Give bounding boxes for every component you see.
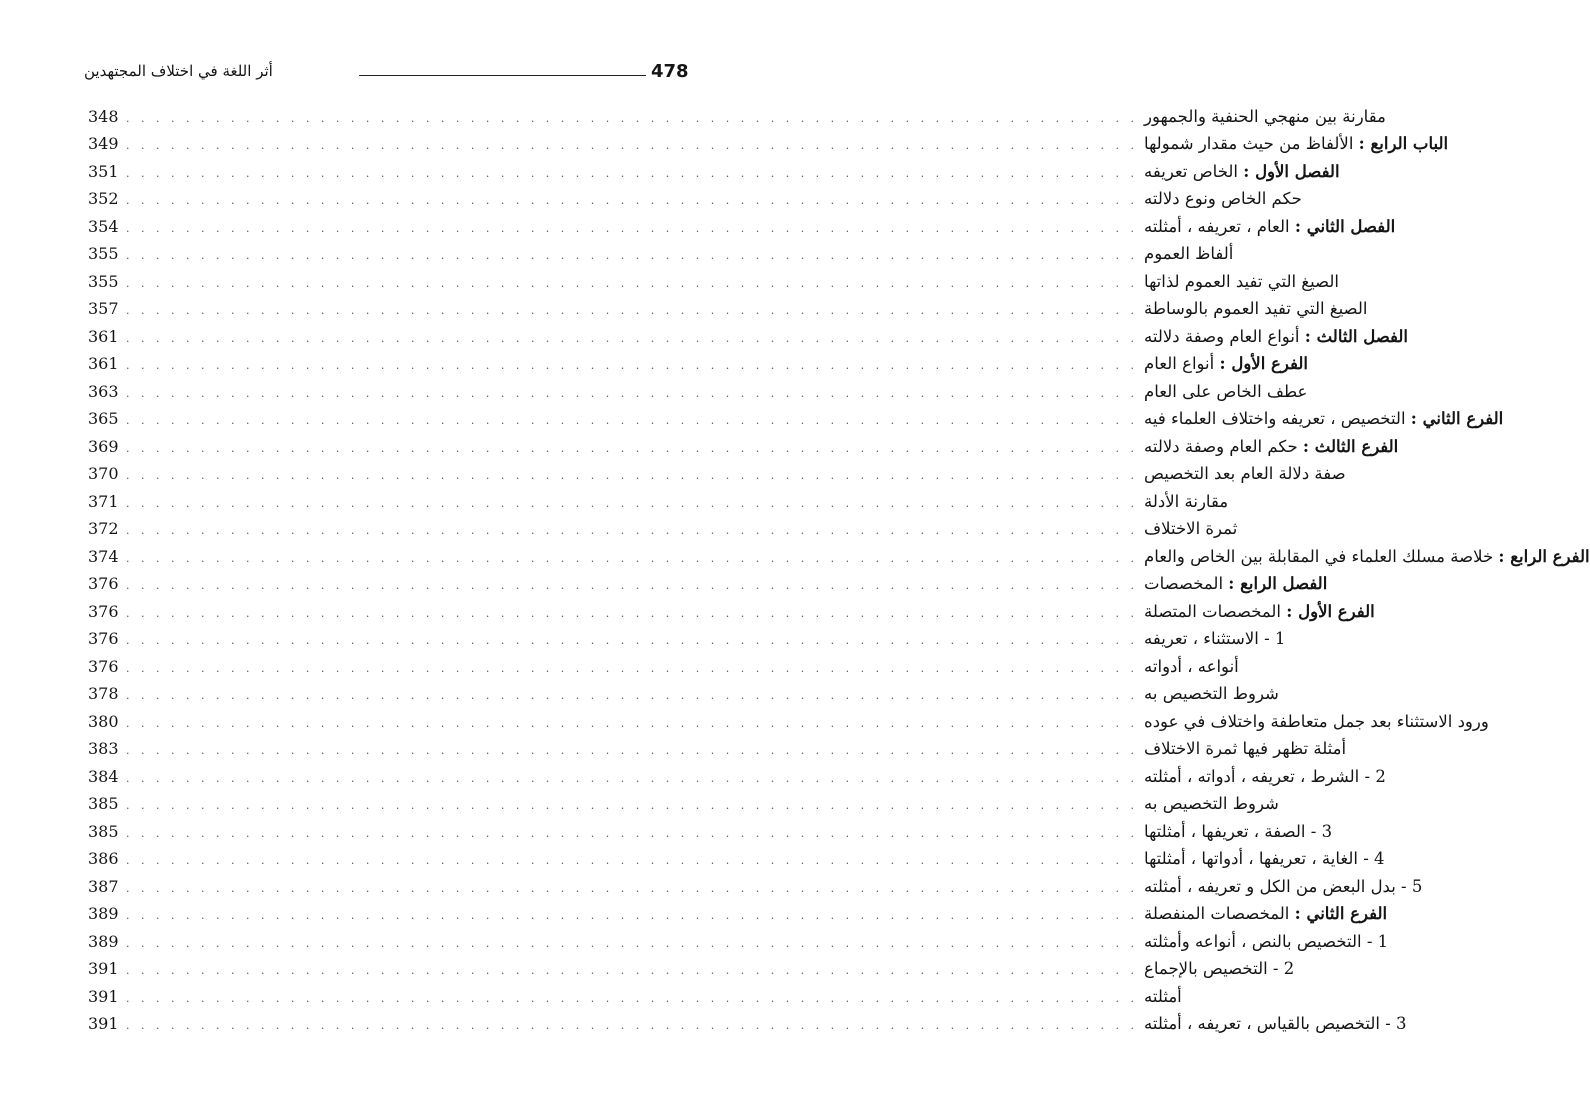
- dot-leader: . . . . . . . . . . . . . . . . . . . . . . . . . . . . . . . . . . . . . . . . . . . . . . . . . . . . . . . . . . . . . . . . . . . .: [126, 991, 1139, 1005]
- toc-entry: [88, 789, 1279, 817]
- dot-leader: . . . . . . . . . . . . . . . . . . . . . . . . . . . . . . . . . . . . . . . . . . . . . . . . . . . . . . . . . . . . . . . . . . . .: [126, 331, 1139, 345]
- toc-entry-title: صفة دلالة العام بعد التخصيص: [1144, 464, 1346, 483]
- toc-entry-title: مقارنة الأدلة: [1144, 491, 1229, 511]
- toc-entry-label: الفرع الأول :: [1286, 601, 1375, 621]
- dot-leader: . . . . . . . . . . . . . . . . . . . . . . . . . . . . . . . . . . . . . . . . . . . . . . . . . . . . . . . . . . . . . . . . . . . .: [126, 139, 1139, 152]
- toc-entry: [88, 1009, 1407, 1037]
- toc-entry-title: حكم الخاص ونوع دلالته: [1144, 189, 1302, 208]
- dot-leader: . . . . . . . . . . . . . . . . . . . . . . . . . . . . . . . . . . . . . . . . . . . . . . . . . . . . . . . . . . . . . . . . . . . .: [126, 936, 1139, 950]
- toc-entry: [88, 321, 1408, 349]
- toc-entry: [88, 596, 1375, 624]
- toc-entry-text: [1144, 957, 1294, 981]
- toc-entry-text: [1144, 847, 1384, 871]
- toc-entry-title: المخصصات: [1144, 574, 1224, 593]
- table-of-contents: [88, 101, 1590, 1036]
- dot-leader: . . . . . . . . . . . . . . . . . . . . . . . . . . . . . . . . . . . . . . . . . . . . . . . . . . . . . . . . . . . . . . . . . . . .: [126, 689, 1139, 702]
- toc-entry: [88, 129, 1449, 157]
- toc-entry-label: الفرع الرابع :: [1498, 546, 1590, 566]
- toc-entry-title: المخصصات المتصلة: [1144, 601, 1282, 621]
- toc-entry: [88, 679, 1279, 707]
- dot-leader: . . . . . . . . . . . . . . . . . . . . . . . . . . . . . . . . . . . . . . . . . . . . . . . . . . . . . . . . . . . . . . . . . . . .: [126, 414, 1139, 427]
- toc-page-number: 369: [88, 436, 119, 456]
- toc-entry-title: الخاص تعريفه: [1144, 161, 1238, 181]
- toc-entry-text: [1144, 820, 1332, 844]
- dot-leader: . . . . . . . . . . . . . . . . . . . . . . . . . . . . . . . . . . . . . . . . . . . . . . . . . . . . . . . . . . . . . . . . . . . .: [126, 661, 1139, 675]
- toc-entry-title: ورود الاستثناء بعد جمل متعاطفة واختلاف في عوده: [1144, 711, 1489, 731]
- toc-page-number: 352: [88, 189, 119, 208]
- toc-entry-label: الفصل الرابع :: [1228, 574, 1328, 593]
- toc-entry-text: [1144, 380, 1307, 404]
- toc-entry: [88, 294, 1368, 322]
- toc-entry: [88, 871, 1423, 899]
- toc-page-number: 354: [88, 216, 119, 236]
- toc-page-number: 365: [88, 409, 119, 428]
- toc-entry-label: الفرع الثاني :: [1410, 409, 1504, 428]
- toc-entry-text: [1144, 270, 1339, 294]
- toc-page-number: 355: [88, 244, 119, 263]
- toc-page-number: 391: [88, 986, 119, 1006]
- toc-entry-text: [1144, 902, 1387, 926]
- toc-entry-title: 2 - الشرط ، تعريفه ، أدواته ، أمثلته: [1144, 766, 1386, 786]
- toc-page-number: 376: [88, 656, 119, 676]
- dot-leader: . . . . . . . . . . . . . . . . . . . . . . . . . . . . . . . . . . . . . . . . . . . . . . . . . . . . . . . . . . . . . . . . . . . .: [126, 881, 1139, 895]
- toc-entry-text: [1144, 600, 1375, 624]
- toc-entry-title: الألفاظ من حيث مقدار شمولها: [1144, 134, 1354, 153]
- dot-leader: . . . . . . . . . . . . . . . . . . . . . . . . . . . . . . . . . . . . . . . . . . . . . . . . . . . . . . . . . . . . . . . . . . . .: [126, 221, 1139, 235]
- dot-leader: . . . . . . . . . . . . . . . . . . . . . . . . . . . . . . . . . . . . . . . . . . . . . . . . . . . . . . . . . . . . . . . . . . . .: [126, 716, 1139, 730]
- toc-entry-text: [1144, 187, 1302, 211]
- toc-page-number: 376: [88, 574, 119, 593]
- toc-page-number: 376: [88, 629, 119, 648]
- toc-entry: [88, 404, 1504, 432]
- toc-entry-title: حكم العام وصفة دلالته: [1144, 436, 1298, 456]
- dot-leader: . . . . . . . . . . . . . . . . . . . . . . . . . . . . . . . . . . . . . . . . . . . . . . . . . . . . . . . . . . . . . . . . . . . .: [126, 854, 1139, 867]
- toc-entry: [88, 569, 1328, 597]
- toc-entry-text: [1144, 737, 1346, 761]
- toc-page-number: 348: [88, 106, 119, 126]
- toc-entry-text: [1144, 105, 1386, 129]
- toc-entry: [88, 651, 1239, 679]
- toc-entry: [88, 266, 1339, 294]
- toc-entry-title: عطف الخاص على العام: [1144, 381, 1308, 401]
- toc-page-number: 384: [88, 766, 119, 786]
- toc-entry-text: [1144, 242, 1233, 266]
- toc-entry-text: [1144, 160, 1339, 184]
- toc-entry: [88, 899, 1388, 927]
- toc-entry: [88, 981, 1182, 1009]
- toc-entry-title: 3 - الصفة ، تعريفها ، أمثلتها: [1144, 821, 1333, 841]
- toc-page-number: 389: [88, 931, 119, 951]
- toc-page-number: 370: [88, 464, 119, 483]
- toc-entry-text: [1144, 875, 1422, 899]
- toc-entry-text: [1144, 710, 1489, 734]
- toc-entry-title: ألفاظ العموم: [1144, 244, 1234, 263]
- toc-page-number: 363: [88, 381, 119, 401]
- toc-page-number: 351: [88, 161, 119, 181]
- toc-entry: [88, 761, 1386, 789]
- dot-leader: . . . . . . . . . . . . . . . . . . . . . . . . . . . . . . . . . . . . . . . . . . . . . . . . . . . . . . . . . . . . . . . . . . . .: [126, 1019, 1139, 1032]
- dot-leader: . . . . . . . . . . . . . . . . . . . . . . . . . . . . . . . . . . . . . . . . . . . . . . . . . . . . . . . . . . . . . . . . . . . .: [126, 111, 1139, 125]
- toc-page-number: 355: [88, 271, 119, 291]
- toc-page-number: 376: [88, 601, 119, 621]
- dot-leader: . . . . . . . . . . . . . . . . . . . . . . . . . . . . . . . . . . . . . . . . . . . . . . . . . . . . . . . . . . . . . . . . . . . .: [126, 799, 1139, 812]
- toc-entry: [88, 101, 1386, 129]
- toc-entry: [88, 459, 1346, 487]
- toc-entry: [88, 184, 1302, 212]
- toc-entry-label: الفرع الثاني :: [1294, 904, 1388, 923]
- toc-entry-label: الفرع الثالث :: [1302, 436, 1399, 456]
- page-number: 478: [651, 61, 689, 82]
- toc-entry-text: [1144, 517, 1237, 541]
- toc-entry-title: العام ، تعريفه ، أمثلته: [1144, 216, 1290, 236]
- dot-leader: . . . . . . . . . . . . . . . . . . . . . . . . . . . . . . . . . . . . . . . . . . . . . . . . . . . . . . . . . . . . . . . . . . . .: [126, 524, 1139, 537]
- dot-leader: . . . . . . . . . . . . . . . . . . . . . . . . . . . . . . . . . . . . . . . . . . . . . . . . . . . . . . . . . . . . . . . . . . . .: [126, 359, 1139, 372]
- toc-entry: [88, 349, 1308, 377]
- toc-entry-text: [1144, 682, 1279, 706]
- toc-entry-title: ثمرة الاختلاف: [1144, 519, 1238, 538]
- dot-leader: . . . . . . . . . . . . . . . . . . . . . . . . . . . . . . . . . . . . . . . . . . . . . . . . . . . . . . . . . . . . . . . . . . . .: [126, 771, 1139, 785]
- running-header: [84, 60, 689, 90]
- dot-leader: . . . . . . . . . . . . . . . . . . . . . . . . . . . . . . . . . . . . . . . . . . . . . . . . . . . . . . . . . . . . . . . . . . . .: [126, 276, 1139, 290]
- book-title: أثر اللغة في اختلاف المجتهدين: [84, 62, 273, 80]
- toc-entry-text: [1144, 490, 1228, 514]
- toc-entry: [88, 376, 1308, 404]
- toc-entry-text: [1144, 215, 1395, 239]
- toc-entry-title: الصيغ التي تفيد العموم لذاتها: [1144, 271, 1339, 291]
- toc-entry-title: 2 - التخصيص بالإجماع: [1144, 959, 1295, 978]
- toc-entry-text: [1144, 462, 1346, 486]
- toc-page-number: 387: [88, 876, 119, 896]
- toc-entry-label: الفصل الثاني :: [1294, 216, 1396, 236]
- toc-entry-text: [1144, 545, 1590, 569]
- toc-entry-text: [1144, 407, 1503, 431]
- toc-entry-title: خلاصة مسلك العلماء في المقابلة بين الخاص والعام: [1144, 546, 1494, 566]
- toc-entry-title: شروط التخصيص به: [1144, 794, 1279, 813]
- toc-entry-title: مقارنة بين منهجي الحنفية والجمهور: [1144, 106, 1386, 126]
- toc-entry-title: أنواع العام: [1144, 354, 1215, 373]
- toc-entry-title: الصيغ التي تفيد العموم بالوساطة: [1144, 299, 1368, 318]
- toc-entry: [88, 211, 1396, 239]
- toc-entry-text: [1144, 352, 1308, 376]
- toc-entry-label: الفصل الثالث :: [1304, 326, 1408, 346]
- toc-entry-text: [1144, 1012, 1406, 1036]
- dot-leader: . . . . . . . . . . . . . . . . . . . . . . . . . . . . . . . . . . . . . . . . . . . . . . . . . . . . . . . . . . . . . . . . . . . .: [126, 469, 1139, 482]
- dot-leader: . . . . . . . . . . . . . . . . . . . . . . . . . . . . . . . . . . . . . . . . . . . . . . . . . . . . . . . . . . . . . . . . . . . .: [126, 304, 1139, 317]
- toc-entry-text: [1144, 930, 1388, 954]
- toc-entry: [88, 734, 1347, 762]
- dot-leader: . . . . . . . . . . . . . . . . . . . . . . . . . . . . . . . . . . . . . . . . . . . . . . . . . . . . . . . . . . . . . . . . . . . .: [126, 386, 1139, 400]
- toc-entry-title: 1 - التخصيص بالنص ، أنواعه وأمثلته: [1144, 931, 1389, 951]
- toc-page-number: 371: [88, 491, 119, 511]
- toc-page-number: 386: [88, 849, 119, 868]
- toc-entry-title: 4 - الغاية ، تعريفها ، أدواتها ، أمثلتها: [1144, 849, 1385, 868]
- toc-entry: [88, 954, 1295, 982]
- toc-entry: [88, 926, 1389, 954]
- toc-entry-title: أمثلته: [1144, 986, 1182, 1006]
- toc-entry: [88, 239, 1234, 267]
- toc-page-number: 391: [88, 959, 119, 978]
- toc-page-number: 378: [88, 684, 119, 703]
- dot-leader: . . . . . . . . . . . . . . . . . . . . . . . . . . . . . . . . . . . . . . . . . . . . . . . . . . . . . . . . . . . . . . . . . . . .: [126, 964, 1139, 977]
- toc-entry-title: 3 - التخصيص بالقياس ، تعريفه ، أمثلته: [1144, 1014, 1407, 1033]
- toc-entry: [88, 514, 1238, 542]
- toc-page-number: 374: [88, 546, 119, 566]
- toc-page-number: 361: [88, 354, 119, 373]
- toc-page-number: 349: [88, 134, 119, 153]
- toc-entry-text: [1144, 435, 1398, 459]
- dot-leader: . . . . . . . . . . . . . . . . . . . . . . . . . . . . . . . . . . . . . . . . . . . . . . . . . . . . . . . . . . . . . . . . . . . .: [126, 496, 1139, 510]
- toc-entry-text: [1144, 572, 1327, 596]
- toc-page-number: 385: [88, 821, 119, 841]
- toc-entry-label: الباب الرابع :: [1358, 134, 1449, 153]
- toc-entry-text: [1144, 627, 1285, 651]
- toc-entry-text: [1144, 655, 1239, 679]
- dot-leader: . . . . . . . . . . . . . . . . . . . . . . . . . . . . . . . . . . . . . . . . . . . . . . . . . . . . . . . . . . . . . . . . . . . .: [126, 909, 1139, 922]
- toc-entry-text: [1144, 792, 1279, 816]
- dot-leader: . . . . . . . . . . . . . . . . . . . . . . . . . . . . . . . . . . . . . . . . . . . . . . . . . . . . . . . . . . . . . . . . . . . .: [126, 249, 1139, 262]
- toc-entry-title: شروط التخصيص به: [1144, 684, 1279, 703]
- toc-page-number: 383: [88, 739, 119, 758]
- toc-entry-title: أمثلة تظهر فيها ثمرة الاختلاف: [1144, 739, 1347, 758]
- dot-leader: . . . . . . . . . . . . . . . . . . . . . . . . . . . . . . . . . . . . . . . . . . . . . . . . . . . . . . . . . . . . . . . . . . . .: [126, 166, 1139, 180]
- dot-leader: . . . . . . . . . . . . . . . . . . . . . . . . . . . . . . . . . . . . . . . . . . . . . . . . . . . . . . . . . . . . . . . . . . . .: [126, 441, 1139, 455]
- toc-page-number: 372: [88, 519, 119, 538]
- toc-entry-text: [1144, 985, 1182, 1009]
- dot-leader: . . . . . . . . . . . . . . . . . . . . . . . . . . . . . . . . . . . . . . . . . . . . . . . . . . . . . . . . . . . . . . . . . . . .: [126, 826, 1139, 840]
- toc-page-number: 361: [88, 326, 119, 346]
- toc-entry: [88, 541, 1590, 569]
- toc-page-number: 389: [88, 904, 119, 923]
- toc-entry-text: [1144, 132, 1448, 156]
- toc-entry-title: المخصصات المنفصلة: [1144, 904, 1290, 923]
- toc-entry: [88, 431, 1399, 459]
- toc-entry-title: 1 - الاستثناء ، تعريفه: [1144, 629, 1286, 648]
- toc-entry: [88, 624, 1286, 652]
- dot-leader: . . . . . . . . . . . . . . . . . . . . . . . . . . . . . . . . . . . . . . . . . . . . . . . . . . . . . . . . . . . . . . . . . . . .: [126, 551, 1139, 565]
- toc-entry-title: 5 - بدل البعض من الكل و تعريفه ، أمثلته: [1144, 876, 1423, 896]
- toc-entry-title: التخصيص ، تعريفه واختلاف العلماء فيه: [1144, 409, 1406, 428]
- dot-leader: . . . . . . . . . . . . . . . . . . . . . . . . . . . . . . . . . . . . . . . . . . . . . . . . . . . . . . . . . . . . . . . . . . . .: [126, 634, 1139, 647]
- dot-leader: . . . . . . . . . . . . . . . . . . . . . . . . . . . . . . . . . . . . . . . . . . . . . . . . . . . . . . . . . . . . . . . . . . . .: [126, 579, 1139, 592]
- toc-entry-text: [1144, 297, 1367, 321]
- toc-entry: [88, 816, 1333, 844]
- header-rule: [359, 75, 646, 76]
- toc-entry: [88, 156, 1340, 184]
- dot-leader: . . . . . . . . . . . . . . . . . . . . . . . . . . . . . . . . . . . . . . . . . . . . . . . . . . . . . . . . . . . . . . . . . . . .: [126, 194, 1139, 207]
- dot-leader: . . . . . . . . . . . . . . . . . . . . . . . . . . . . . . . . . . . . . . . . . . . . . . . . . . . . . . . . . . . . . . . . . . . .: [126, 744, 1139, 757]
- toc-entry-label: الفرع الأول :: [1219, 354, 1308, 373]
- toc-page-number: 380: [88, 711, 119, 731]
- toc-page-number: 391: [88, 1014, 119, 1033]
- toc-entry-text: [1144, 765, 1386, 789]
- toc-page-number: 357: [88, 299, 119, 318]
- toc-entry-label: الفصل الأول :: [1243, 161, 1340, 181]
- dot-leader: . . . . . . . . . . . . . . . . . . . . . . . . . . . . . . . . . . . . . . . . . . . . . . . . . . . . . . . . . . . . . . . . . . . .: [126, 606, 1139, 620]
- toc-entry-text: [1144, 325, 1408, 349]
- toc-entry: [88, 706, 1489, 734]
- toc-page-number: 385: [88, 794, 119, 813]
- toc-entry: [88, 844, 1385, 872]
- toc-entry-title: أنواعه ، أدواته: [1144, 656, 1239, 676]
- toc-entry: [88, 486, 1229, 514]
- toc-entry-title: أنواع العام وصفة دلالته: [1144, 326, 1300, 346]
